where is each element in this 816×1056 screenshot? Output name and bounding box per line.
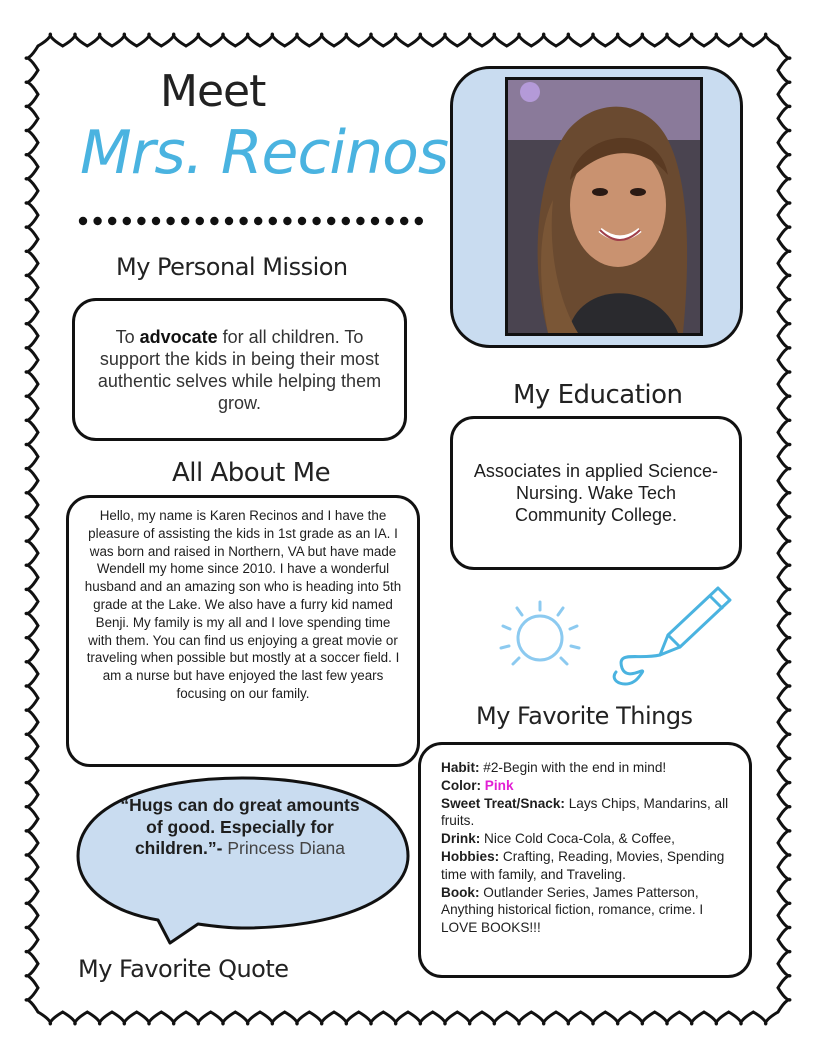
divider-dot xyxy=(152,217,160,225)
divider-dot xyxy=(385,217,393,225)
mission-text: To advocate for all children. To support the kids in being their most authentic selves while helping them grow. xyxy=(97,326,382,413)
divider-dot xyxy=(269,217,277,225)
divider-dot xyxy=(327,217,335,225)
divider-dot xyxy=(415,217,423,225)
dotted-divider xyxy=(78,214,424,228)
quote-author: Princess Diana xyxy=(222,838,346,858)
border-loop-line xyxy=(778,46,790,1012)
favorite-label: Hobbies: xyxy=(441,848,500,864)
about-box xyxy=(66,495,420,767)
favorite-item xyxy=(441,759,735,777)
favorites-box xyxy=(418,742,752,978)
favorite-value: Nice Cold Coca-Cola, & Coffee, xyxy=(480,831,675,847)
divider-dot xyxy=(239,217,247,225)
mission-box xyxy=(72,298,407,441)
favorite-item xyxy=(441,830,735,848)
divider-dot xyxy=(93,217,101,225)
favorite-label: Habit: xyxy=(441,760,480,775)
quote-bold: “Hugs can do great amounts of good. Especially for children.”- xyxy=(120,795,360,858)
favorite-item xyxy=(441,795,735,831)
favorite-value: #2-Begin with the end in mind! xyxy=(479,760,667,775)
border-loop-line xyxy=(38,34,778,46)
divider-dot xyxy=(312,217,320,225)
sun-icon xyxy=(495,598,587,674)
about-text: Hello, my name is Karen Recinos and I have the pleasure of assisting the kids in 1st grade as an IA. I was born and raised in Northern, VA but have made Wendell my home since 2010. I have a wonderful husband and an amazing son who is heading into 5th grade at the Lake. We also have a furry kid named Benji. My family is my all and I love spending time with them. You can find us enjoying a great movie or traveling when possible but mostly at a soccer field. I am a nurse but have enjoyed the last few years focusing on our family. xyxy=(84,508,402,701)
divider-dot xyxy=(400,217,408,225)
favorite-value: Lays Chips, Mandarins, all fruits. xyxy=(441,795,729,829)
divider-dot xyxy=(371,217,379,225)
education-heading: My Education xyxy=(513,380,683,410)
favorite-value: Pink xyxy=(481,777,514,793)
meet-title: Meet xyxy=(160,66,266,117)
quote-heading: My Favorite Quote xyxy=(78,955,289,983)
divider-dot xyxy=(283,217,291,225)
divider-dot xyxy=(79,217,87,225)
divider-dot xyxy=(166,217,174,225)
border-loop-line xyxy=(26,46,38,1012)
teacher-photo xyxy=(505,77,703,336)
divider-dot xyxy=(137,217,145,225)
about-heading: All About Me xyxy=(172,458,331,488)
mission-bold-word: advocate xyxy=(139,326,218,347)
favorites-heading: My Favorite Things xyxy=(476,702,693,730)
favorite-label: Drink: xyxy=(441,831,481,847)
divider-dot xyxy=(254,217,262,225)
border-loop-line xyxy=(38,1012,778,1024)
quote-text xyxy=(120,795,360,860)
portrait-illustration xyxy=(508,80,700,333)
favorite-item xyxy=(441,848,735,884)
divider-dot xyxy=(181,217,189,225)
mission-heading: My Personal Mission xyxy=(116,253,348,281)
divider-dot xyxy=(210,217,218,225)
divider-dot xyxy=(356,217,364,225)
favorite-label: Book: xyxy=(441,884,480,900)
favorite-value: Crafting, Reading, Movies, Spending time with family, and Traveling. xyxy=(441,848,725,882)
favorite-value: Outlander Series, James Patterson, Anything historical fiction, romance, crime. I LOVE BOOKS!!! xyxy=(441,884,704,936)
divider-dot xyxy=(108,217,116,225)
divider-dot xyxy=(225,217,233,225)
favorite-item xyxy=(441,777,735,795)
favorite-label: Sweet Treat/Snack: xyxy=(441,795,565,811)
education-text: Associates in applied Science- Nursing. Wake Tech Community College. xyxy=(473,461,719,525)
teacher-name: Mrs. Recinos xyxy=(80,118,449,188)
favorite-label: Color: xyxy=(441,777,482,793)
divider-dot xyxy=(196,217,204,225)
divider-dot xyxy=(298,217,306,225)
education-box xyxy=(450,416,742,570)
pencil-icon xyxy=(598,580,738,692)
favorite-item xyxy=(441,884,735,937)
divider-dot xyxy=(342,217,350,225)
divider-dot xyxy=(123,217,131,225)
